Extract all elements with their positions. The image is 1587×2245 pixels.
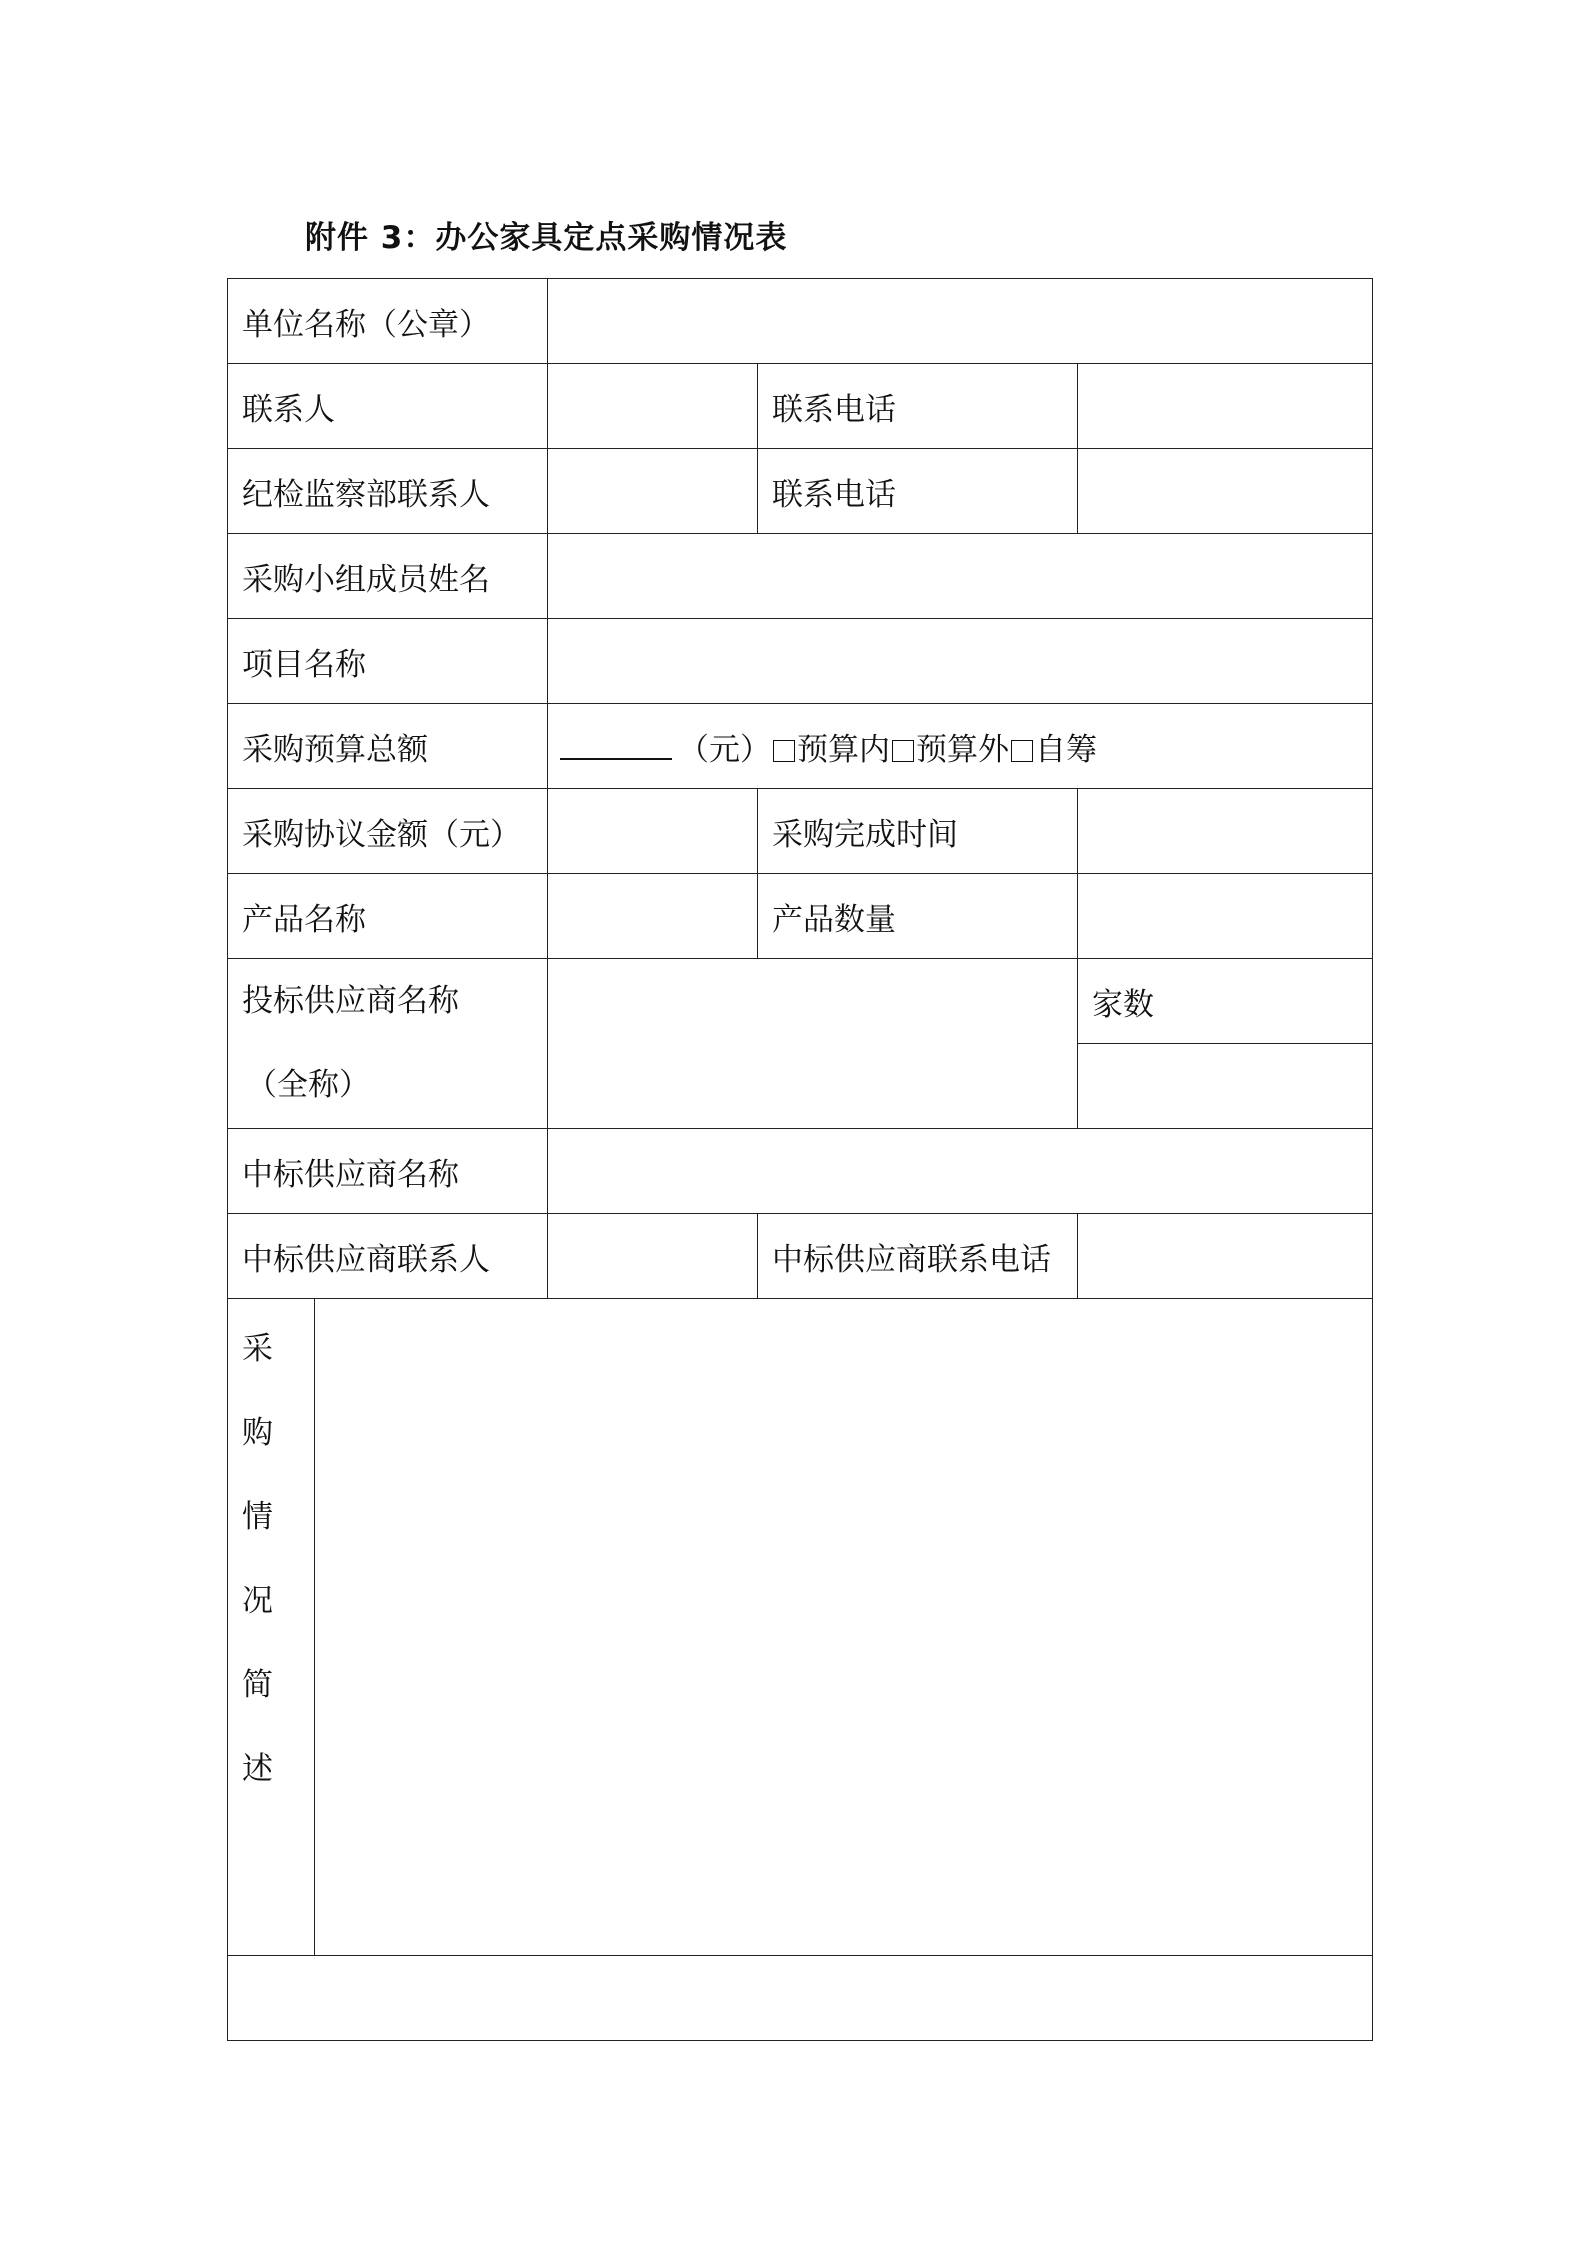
budget-amount-blank[interactable] — [560, 736, 672, 760]
unit-name-field[interactable] — [548, 279, 1373, 364]
row-winner-contact — [228, 1214, 1373, 1299]
winner-contact-label: 中标供应商联系人 — [228, 1214, 548, 1299]
bidder-name-label — [228, 959, 548, 1129]
budget-in-checkbox[interactable] — [773, 740, 795, 762]
agreement-amount-label: 采购协议金额（元） — [228, 789, 548, 874]
winner-name-field[interactable] — [548, 1129, 1373, 1214]
summary-label-char-5: 简 — [242, 1667, 273, 1703]
winner-phone-label: 中标供应商联系电话 — [758, 1214, 1078, 1299]
budget-in-label: 预算内 — [797, 731, 890, 768]
contact-phone-field[interactable] — [1078, 364, 1373, 449]
product-quantity-label: 产品数量 — [758, 874, 1078, 959]
contact-phone-label: 联系电话 — [758, 364, 1078, 449]
footer-field[interactable] — [228, 1956, 1373, 2041]
bidder-count-label: 家数 — [1078, 959, 1373, 1044]
bidder-name-field[interactable] — [548, 959, 1078, 1129]
bidder-name-label-line2: （全称） — [246, 1067, 370, 1103]
budget-unit: （元） — [678, 731, 771, 768]
row-project-name — [228, 619, 1373, 704]
project-name-label: 项目名称 — [228, 619, 548, 704]
summary-label-char-4: 况 — [242, 1583, 273, 1619]
product-name-field[interactable] — [548, 874, 758, 959]
row-product — [228, 874, 1373, 959]
row-contact — [228, 364, 1373, 449]
row-winner-name — [228, 1129, 1373, 1214]
summary-field[interactable] — [315, 1299, 1373, 1956]
completion-time-label: 采购完成时间 — [758, 789, 1078, 874]
document-title: 附件 3：办公家具定点采购情况表 — [305, 220, 788, 256]
summary-label-char-1: 采 — [242, 1331, 273, 1367]
summary-label-char-6: 述 — [242, 1751, 273, 1787]
contact-label: 联系人 — [228, 364, 548, 449]
budget-out-checkbox[interactable] — [892, 740, 914, 762]
row-summary — [228, 1299, 1373, 1956]
procurement-form-table — [227, 278, 1373, 2041]
row-bidder-1 — [228, 959, 1373, 1044]
discipline-phone-field[interactable] — [1078, 449, 1373, 534]
unit-name-label: 单位名称（公章） — [228, 279, 548, 364]
budget-out-label: 预算外 — [916, 731, 1009, 768]
row-discipline-contact — [228, 449, 1373, 534]
discipline-contact-label: 纪检监察部联系人 — [228, 449, 548, 534]
winner-name-label: 中标供应商名称 — [228, 1129, 548, 1214]
summary-label — [228, 1299, 315, 1956]
row-unit-name — [228, 279, 1373, 364]
budget-total-label: 采购预算总额 — [228, 704, 548, 789]
product-quantity-field[interactable] — [1078, 874, 1373, 959]
completion-time-field[interactable] — [1078, 789, 1373, 874]
budget-self-checkbox[interactable] — [1011, 740, 1033, 762]
group-members-field[interactable] — [548, 534, 1373, 619]
summary-label-char-2: 购 — [242, 1415, 273, 1451]
agreement-amount-field[interactable] — [548, 789, 758, 874]
group-members-label: 采购小组成员姓名 — [228, 534, 548, 619]
discipline-phone-label: 联系电话 — [758, 449, 1078, 534]
discipline-contact-field[interactable] — [548, 449, 758, 534]
row-budget-total — [228, 704, 1373, 789]
row-agreement-amount — [228, 789, 1373, 874]
bidder-count-field[interactable] — [1078, 1044, 1373, 1129]
budget-self-label: 自筹 — [1035, 731, 1097, 768]
row-group-members — [228, 534, 1373, 619]
bidder-name-label-line1: 投标供应商名称 — [242, 983, 459, 1019]
row-footer — [228, 1956, 1373, 2041]
winner-phone-field[interactable] — [1078, 1214, 1373, 1299]
winner-contact-field[interactable] — [548, 1214, 758, 1299]
summary-label-char-3: 情 — [242, 1499, 273, 1535]
contact-field[interactable] — [548, 364, 758, 449]
product-name-label: 产品名称 — [228, 874, 548, 959]
budget-total-cell — [548, 704, 1373, 789]
project-name-field[interactable] — [548, 619, 1373, 704]
